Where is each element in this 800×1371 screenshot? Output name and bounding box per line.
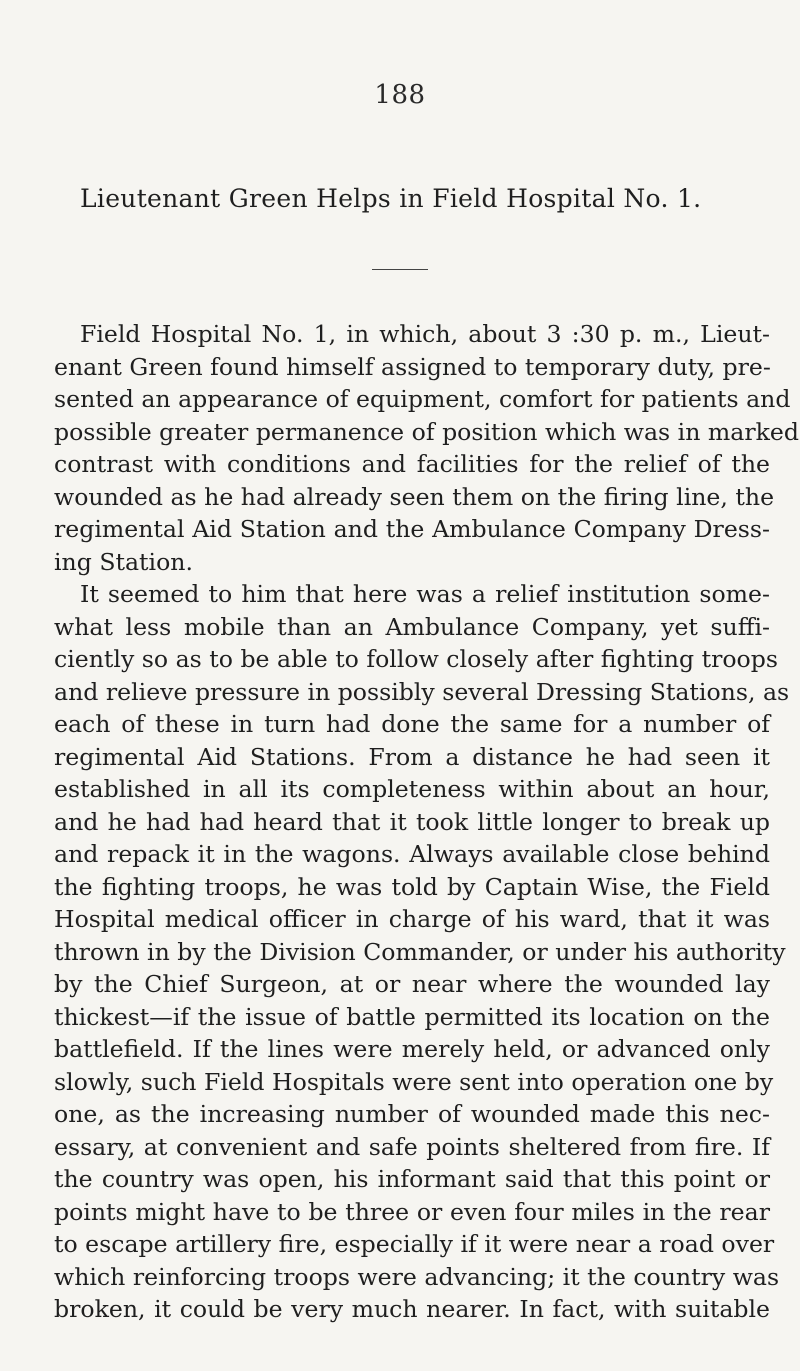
text-line: slowly, such Field Hospitals were sent into operation one by [54,1067,774,1096]
chapter-title: Lieutenant Green Helps in Field Hospital No. 1. [80,184,702,213]
text-line: thrown in by the Division Commander, or under his authority [54,937,786,966]
text-line: and relieve pressure in possibly several Dressing Stations, as [54,677,790,706]
text-line: possible greater permanence of position which was in marked [54,417,799,446]
title-divider [372,269,428,270]
text-line: broken, it could be very much nearer. In fact, with suitable [54,1295,770,1323]
text-line: enant Green found himself assigned to temporary duty, pre- [54,352,771,381]
text-line: regimental Aid Station and the Ambulance Company Dress- [54,515,770,543]
text-line: contrast with conditions and facilities for the relief of the [54,450,770,478]
text-line: the country was open, his informant said that this point or [54,1165,770,1193]
text-line: Hospital medical officer in charge of his ward, that it was [54,905,770,933]
text-line: sented an appearance of equipment, comfort for patients and [54,385,791,413]
text-line: Field Hospital No. 1, in which, about 3 :30 p. m., Lieut- [80,320,770,348]
text-line: the fighting troops, he was told by Captain Wise, the Field [54,872,770,901]
text-line: ing Station. [54,547,193,576]
text-line: thickest—if the issue of battle permitted its location on the [54,1002,770,1031]
text-line: which reinforcing troops were advancing; it the country was [54,1262,780,1291]
text-line: battlefield. If the lines were merely held, or advanced only [54,1035,770,1063]
text-line: wounded as he had already seen them on the firing line, the [54,482,775,511]
text-line: to escape artillery fire, especially if it were near a road over [54,1230,775,1258]
text-line: and he had had heard that it took little longer to break up [54,807,770,836]
text-line: It seemed to him that here was a relief institution some- [80,580,770,608]
text-line: established in all its completeness within about an hour, [54,775,770,803]
text-line: regimental Aid Stations. From a distance he had seen it [54,742,770,771]
text-line: each of these in turn had done the same for a number of [54,710,770,738]
text-line: by the Chief Surgeon, at or near where the wounded lay [54,970,770,998]
text-line: essary, at convenient and safe points sheltered from fire. If [54,1132,770,1161]
page-number: 188 [374,80,426,110]
text-line: ciently so as to be able to follow closely after fighting troops [54,645,778,673]
text-line: one, as the increasing number of wounded made this nec- [54,1100,770,1128]
text-line: what less mobile than an Ambulance Company, yet suffi- [54,612,770,641]
text-line: and repack it in the wagons. Always available close behind [54,840,770,868]
text-line: points might have to be three or even four miles in the rear [54,1197,770,1226]
